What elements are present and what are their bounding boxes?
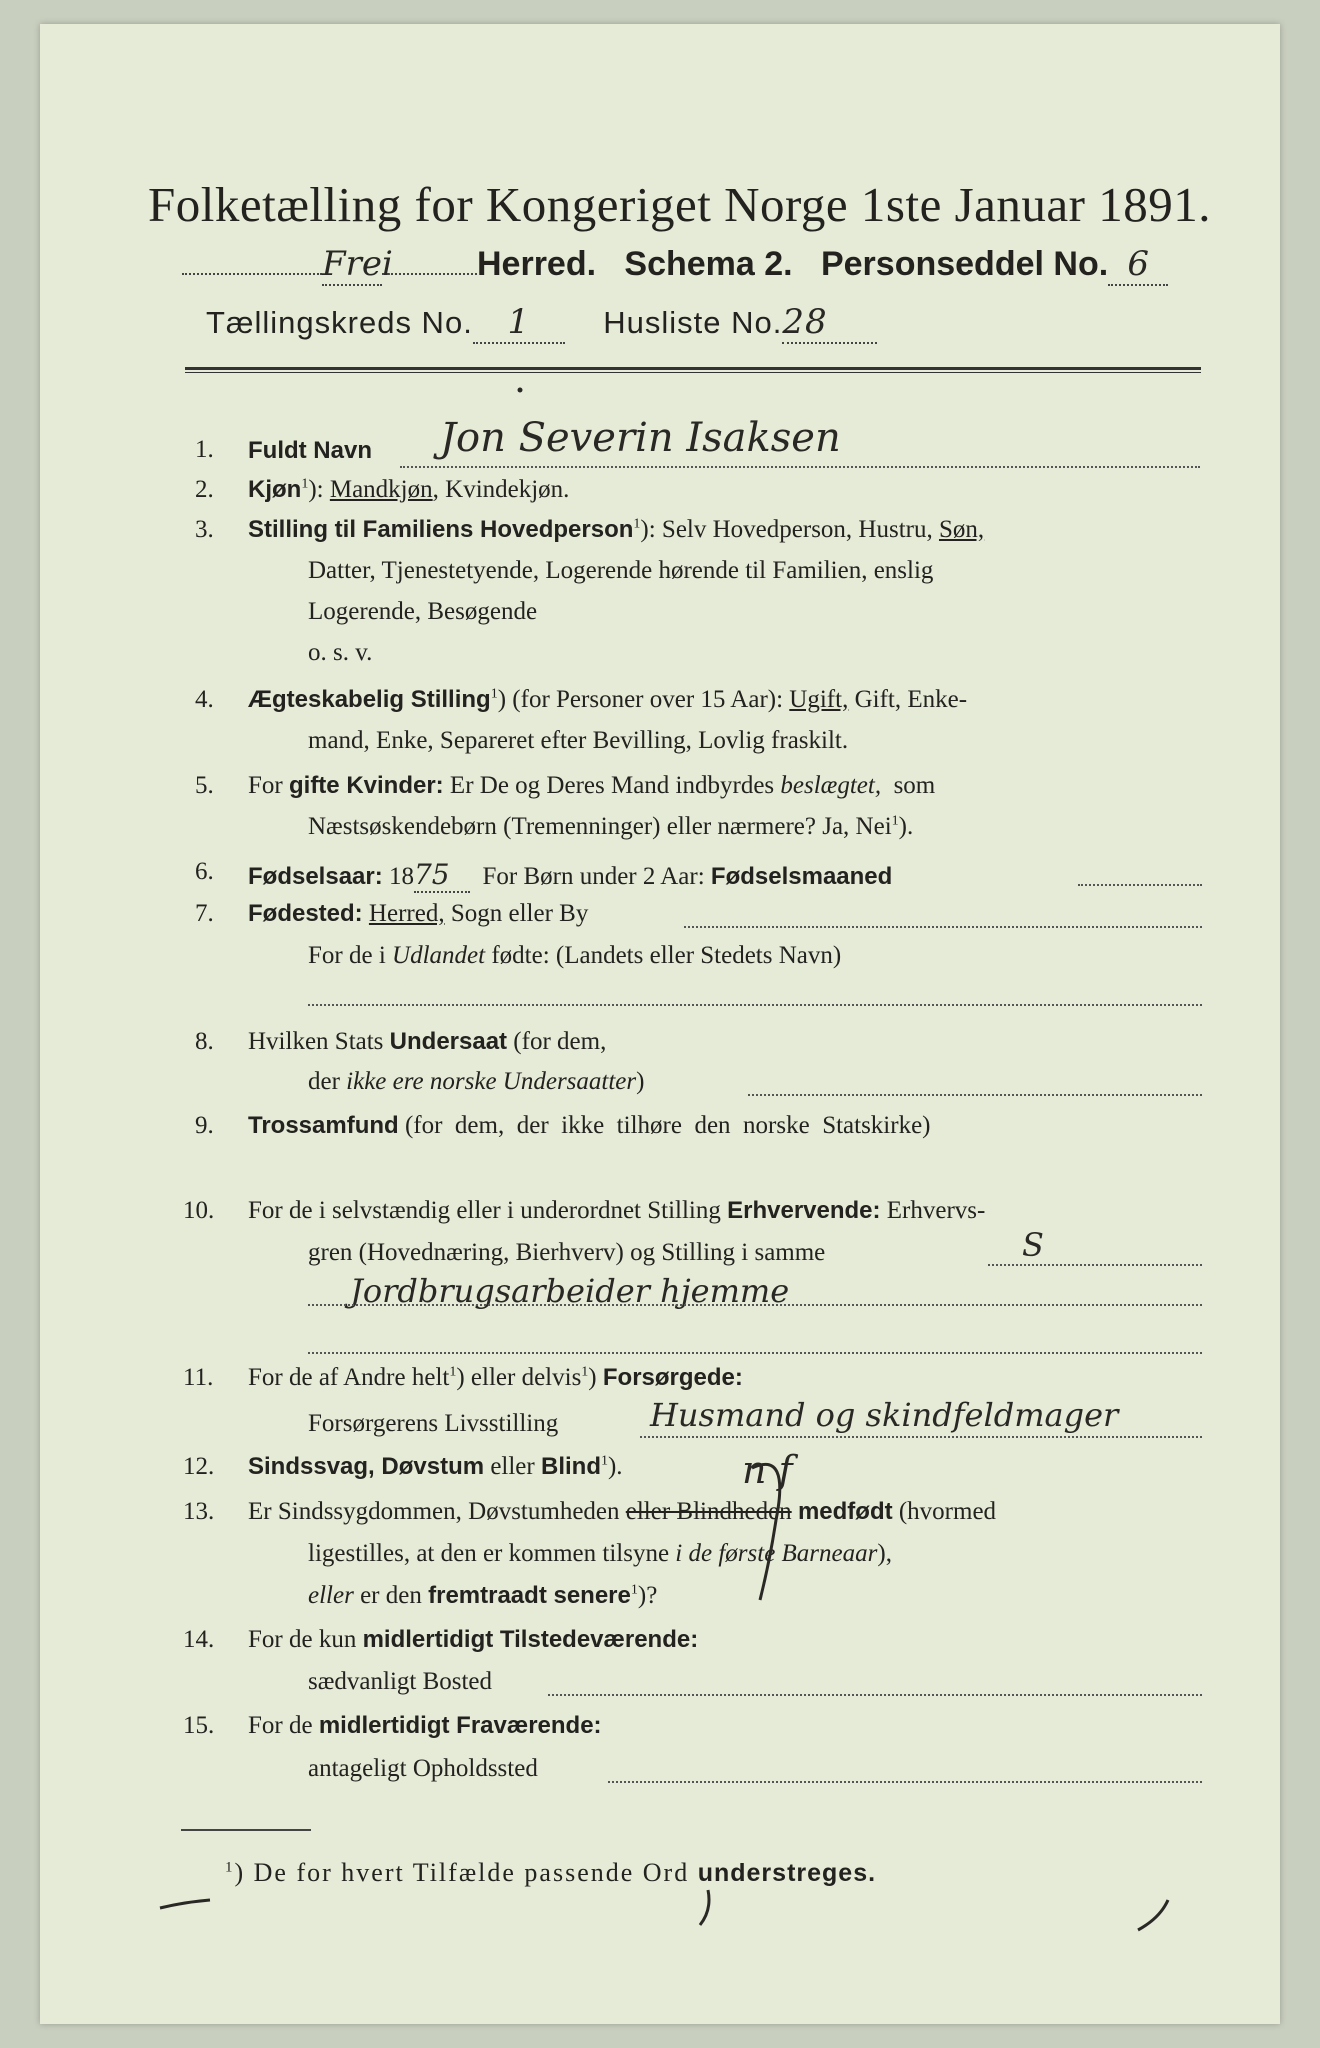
q10-line2: gren (Hovednæring, Bierhverv) og Stilling i samme [308, 1239, 826, 1266]
q2-sep: ): [308, 476, 324, 503]
q15-number: 15. [183, 1712, 215, 1739]
q4-text1b: Gift, Enke- [854, 686, 968, 713]
q13-italic: i de første Barneaar [675, 1540, 878, 1567]
footnote-bold: understreges. [697, 1859, 877, 1887]
q3-line3: Logerende, Besøgende [308, 598, 538, 625]
personseddel-value: 6 [1108, 244, 1168, 286]
q3-label: Stilling til Familiens Hovedperson [248, 516, 634, 543]
q3-line4: o. s. v. [308, 639, 373, 666]
q10-pre: For de i selvstændig eller i underordnet Stilling [248, 1197, 721, 1224]
q11-sup2: 1 [581, 1364, 589, 1380]
q5-end: ). [898, 813, 914, 840]
q11-number: 11. [183, 1364, 214, 1391]
q5-pre: For [248, 772, 283, 799]
taellingskreds-label: Tællingskreds No. [206, 305, 473, 340]
q13-strike: eller Blindheden [625, 1498, 792, 1525]
q10-label: Erhvervende: [727, 1197, 881, 1224]
q13-text3a: er den [360, 1582, 422, 1609]
q7-udlandet: Udlandet [392, 942, 486, 969]
q13-label: medfødt [797, 1498, 893, 1525]
q8-rest: (for dem, [513, 1028, 607, 1055]
q1-label: Fuldt Navn [248, 437, 372, 464]
q12-end: ). [607, 1453, 623, 1480]
q1-value: Jon Severin Isaksen [440, 415, 841, 461]
q7-text2b: fødte: (Landets eller Stedets Navn) [491, 942, 842, 969]
q11-pre: For de af Andre helt [248, 1364, 450, 1391]
q5-sup: 1 [891, 813, 899, 829]
q12-label2: Blind [540, 1453, 601, 1480]
q15-label: midlertidigt Fraværende: [318, 1712, 602, 1739]
q14-pre: For de kun [248, 1626, 357, 1653]
q11-line2: Forsørgerens Livsstilling [308, 1410, 559, 1437]
footnote-text: ) De for hvert Tilfælde passende Ord [234, 1858, 690, 1887]
q6-number: 6. [195, 858, 214, 885]
q11-label: Forsørgede: [602, 1364, 743, 1391]
q13-end: )? [637, 1582, 658, 1609]
herred-label: Herred. [477, 245, 597, 283]
q13-text1a: Er Sindssygdommen, Døvstumheden [248, 1498, 620, 1525]
q15-line2: antageligt Opholdssted [308, 1755, 538, 1782]
q6-year-prefix: 18 [388, 863, 414, 890]
q9-label: Trossamfund [248, 1112, 399, 1139]
q13-number: 13. [183, 1498, 215, 1525]
q4-line2: mand, Enke, Separeret efter Bevilling, Lovlig fraskilt. [308, 727, 849, 754]
form-title: Folketælling for Kongeriget Norge 1ste Januar 1891. [148, 177, 1211, 232]
q7-text2a: For de i [308, 942, 386, 969]
q2-rest: , Kvindekjøn. [432, 476, 570, 503]
q8-text2b: ) [636, 1068, 645, 1095]
q8-text2a: der [308, 1068, 340, 1095]
personseddel-label: Personseddel No. [820, 245, 1109, 283]
q3-line2: Datter, Tjenestetyende, Logerende hørende til Familien, enslig [308, 557, 934, 584]
q13-text2a: ligestilles, at den er kommen tilsyne [308, 1540, 670, 1567]
q14-label: midlertidigt Tilstedeværende: [362, 1626, 699, 1653]
q15-pre: For de [248, 1712, 313, 1739]
q12-value: n f [742, 1448, 793, 1492]
q3-sup: 1 [633, 516, 641, 532]
q7-option-herred: Herred, [368, 900, 445, 927]
q12-number: 12. [183, 1453, 215, 1480]
q2-option-mandkjon: Mandkjøn [329, 476, 433, 503]
q6-mid: For Børn under 2 Aar: [482, 863, 705, 890]
q5-som: som [893, 772, 936, 799]
q8-pre: Hvilken Stats [248, 1028, 384, 1055]
q13-label2: fremtraadt senere [428, 1582, 631, 1609]
q12-mid: eller [490, 1453, 535, 1480]
q12-label: Sindssvag, Døvstum [248, 1453, 485, 1480]
taellingskreds-value: 1 [473, 302, 565, 344]
q14-line2: sædvanligt Bosted [308, 1668, 493, 1695]
q1-number: 1. [195, 436, 214, 463]
q4-sup: 1 [490, 686, 498, 702]
q5-number: 5. [195, 772, 214, 799]
ink-dot [518, 388, 523, 393]
q8-number: 8. [195, 1028, 214, 1055]
q7-label: Fødested: [248, 900, 363, 927]
stray-mark-right [1138, 1900, 1168, 1930]
q2-label: Kjøn [248, 476, 302, 503]
q6-label2: Fødselsmaaned [710, 863, 893, 890]
q8-label: Undersaat [389, 1028, 508, 1055]
q3-option-son: Søn, [938, 516, 985, 543]
q13-eller: eller [308, 1582, 354, 1609]
q2-number: 2. [195, 476, 214, 503]
q2-sup: 1 [301, 476, 309, 492]
q11-mid2: ) [588, 1364, 597, 1391]
q13-text1b: (hvormed [898, 1498, 997, 1525]
schema-label: Schema 2. [624, 245, 793, 283]
q5-text1: Er De og Deres Mand indbyrdes [449, 772, 775, 799]
q10-post: Erhvervs- [886, 1197, 986, 1224]
q5-label: gifte Kvinder: [288, 772, 444, 799]
q3-text1: ): Selv Hovedperson, Hustru, [640, 516, 933, 543]
q10-value-top: S [1022, 1226, 1044, 1264]
q13-text2b: ), [877, 1540, 892, 1567]
q7-rest: Sogn eller By [450, 900, 589, 927]
husliste-label: Husliste No. [603, 305, 783, 340]
q3-number: 3. [195, 516, 214, 543]
q9-number: 9. [195, 1112, 214, 1139]
q8-italic: ikke ere norske Undersaatter [346, 1068, 637, 1095]
husliste-value: 28 [782, 302, 877, 344]
footnote-sup: 1 [225, 1859, 235, 1876]
q11-sup: 1 [449, 1364, 457, 1380]
q14-number: 14. [183, 1626, 215, 1653]
q7-number: 7. [195, 900, 214, 927]
q4-number: 4. [195, 686, 214, 713]
q4-text1: ) (for Personer over 15 Aar): [497, 686, 784, 713]
q13-sup: 1 [630, 1582, 638, 1598]
stray-mark-left [160, 1900, 210, 1908]
q5-beslaegtet: beslægtet, [780, 772, 882, 799]
q12-sup: 1 [600, 1453, 608, 1469]
q10-number: 10. [183, 1197, 215, 1224]
q9-rest: (for dem, der ikke tilhøre den norske Statskirke) [404, 1112, 931, 1139]
q11-mid: ) eller delvis [456, 1364, 582, 1391]
q4-label: Ægteskabelig Stilling [248, 686, 491, 713]
herred-value: Frei [322, 244, 393, 284]
q6-label: Fødselsaar: [248, 863, 383, 890]
q10-value: Jordbrugsarbeider hjemme [350, 1272, 790, 1310]
q4-option-ugift: Ugift, [789, 686, 849, 713]
handwritten-stroke [752, 1464, 780, 1600]
q5-text2: Næstsøskendebørn (Tremenninger) eller nærmere? Ja, Nei [308, 813, 892, 840]
q6-year-value: 75 [414, 858, 470, 893]
q11-value: Husmand og skindfeldmager [650, 1396, 1119, 1434]
stray-mark-center [700, 1890, 709, 1925]
